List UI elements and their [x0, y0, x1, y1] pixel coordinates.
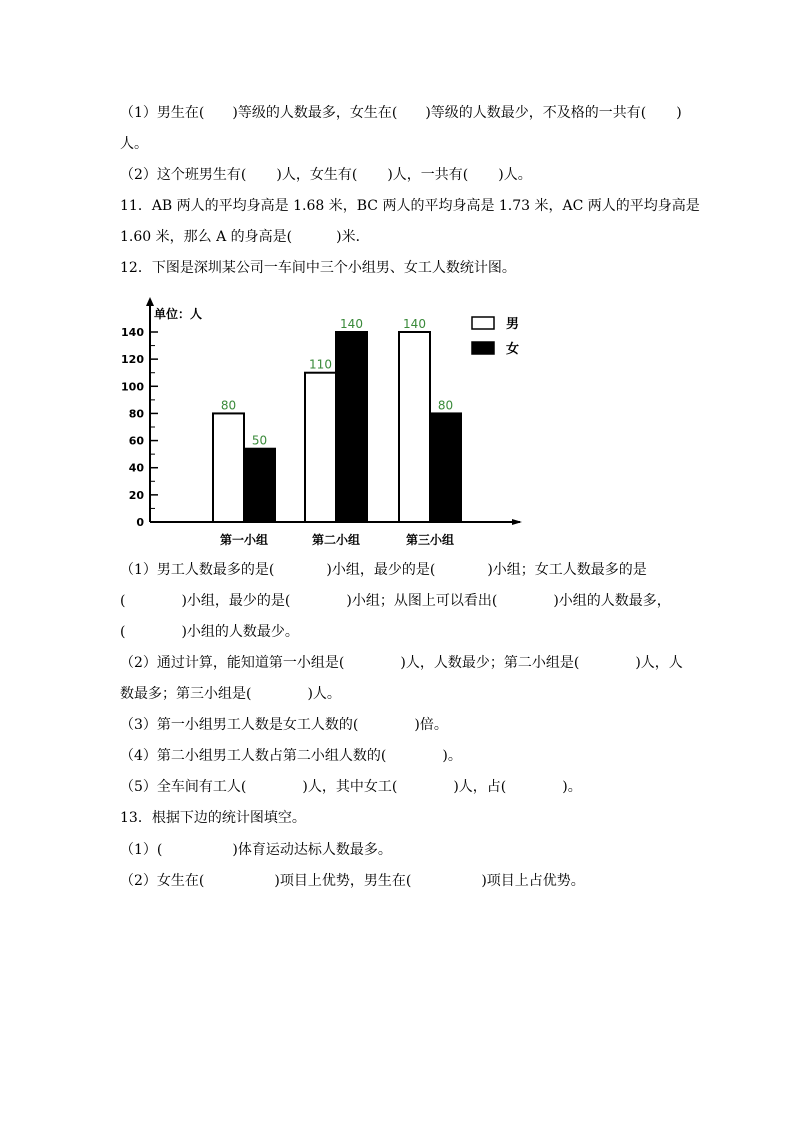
text: )人，人数最少；第二小组是( [400, 655, 580, 671]
text: )小组；女工人数最多的是 [487, 562, 647, 578]
text: )。 [562, 779, 582, 795]
text: 数最多；第三小组是( [120, 686, 252, 702]
data-label: 110 [309, 357, 332, 372]
q13-title: 13．根据下边的统计图填空。 [120, 810, 306, 826]
y-tick-label: 80 [128, 407, 144, 421]
q12-s3 [120, 715, 448, 735]
text: ) [676, 105, 682, 121]
text: )米． [336, 229, 370, 245]
legend-label: 女 [506, 342, 520, 357]
q13-s1 [120, 840, 392, 860]
y-axis-arrow [146, 297, 154, 306]
y-tick-label: 40 [128, 461, 144, 475]
text: )人，一共有( [387, 167, 469, 183]
q12-s2-line2 [120, 684, 341, 704]
y-tick-label: 100 [121, 380, 144, 394]
text: )人。 [307, 686, 341, 702]
text: （1）( [120, 842, 163, 858]
text: （3）第一小组男工人数是女工人数的( [120, 717, 359, 733]
text: ( [120, 624, 126, 640]
data-label: 140 [403, 317, 426, 331]
y-tick-label: 120 [121, 353, 144, 367]
text: )倍。 [414, 717, 448, 733]
text: )项目上优势，男生在( [274, 873, 412, 889]
q12-s5 [120, 777, 582, 797]
y-tick-label: 0 [136, 516, 144, 529]
q10-part1-line1 [120, 103, 682, 123]
text: )人。 [498, 167, 532, 183]
bar-male [399, 332, 430, 522]
text: )等级的人数最多，女生在( [232, 105, 398, 121]
q12-s1-line2 [120, 591, 671, 611]
text: )小组，最少的是( [326, 562, 436, 578]
legend-label: 男 [506, 317, 520, 332]
q12-s1-line1 [120, 560, 647, 580]
q13-s2 [120, 871, 585, 891]
text: )人，女生有( [276, 167, 358, 183]
y-tick-label: 140 [121, 326, 144, 339]
text: （2）这个班男生有( [120, 167, 247, 183]
bar-male [305, 373, 336, 522]
text: )小组的人数最多， [553, 593, 671, 609]
q11-line1: 11．AB 两人的平均身高是 1.68 米，BC 两人的平均身高是 1.73 米，AC 两人的平均身高是 [120, 198, 700, 214]
text: （4）第二小组男工人数占第二小组人数的( [120, 748, 387, 764]
text: )小组；从图上可以看出( [346, 593, 498, 609]
q12-s2-line1 [120, 653, 683, 673]
text: )人，其中女工( [302, 779, 398, 795]
text: )人，占( [453, 779, 507, 795]
q10-part2 [120, 165, 532, 185]
text: （2）通过计算，能知道第一小组是( [120, 655, 345, 671]
q12-s1-line3 [120, 622, 299, 642]
bar-female [244, 449, 275, 522]
text: 1.60 米，那么 A 的身高是( [120, 229, 293, 245]
y-tick-label: 20 [128, 488, 144, 502]
x-axis-arrow [512, 519, 522, 525]
text: )项目上占优势。 [481, 873, 585, 889]
legend-swatch [472, 317, 494, 329]
unit-label: 单位：人 [154, 307, 203, 321]
category-label: 第一小组 [219, 533, 269, 547]
data-label: 80 [220, 398, 237, 413]
q10-part1-line2: 人。 [120, 136, 148, 152]
text: （5）全车间有工人( [120, 779, 247, 795]
q12-title: 12．下图是深圳某公司一车间中三个小组男、女工人数统计图。 [120, 260, 516, 276]
text: )小组的人数最少。 [181, 624, 299, 640]
data-label: 50 [251, 433, 268, 448]
data-label: 80 [437, 398, 454, 413]
text: )体育运动达标人数最多。 [232, 842, 392, 858]
text: )。 [442, 748, 462, 764]
legend-swatch [472, 342, 494, 354]
bar-female [430, 413, 461, 522]
text: )人，人 [635, 655, 683, 671]
q11-line2 [120, 227, 370, 247]
text: （1）男工人数最多的是( [120, 562, 275, 578]
text: ( [120, 593, 126, 609]
category-label: 第三小组 [405, 533, 455, 547]
text: （2）女生在( [120, 873, 205, 889]
y-tick-label: 60 [128, 434, 144, 448]
text: （1）男生在( [120, 105, 205, 121]
bar-male [213, 413, 244, 522]
data-label: 140 [340, 317, 363, 331]
text: )小组，最少的是( [181, 593, 291, 609]
q12-s4 [120, 746, 462, 766]
group-bar-chart [110, 296, 540, 552]
category-label: 第二小组 [311, 533, 361, 547]
text: )等级的人数最少，不及格的一共有( [425, 105, 647, 121]
bar-female [336, 332, 367, 522]
